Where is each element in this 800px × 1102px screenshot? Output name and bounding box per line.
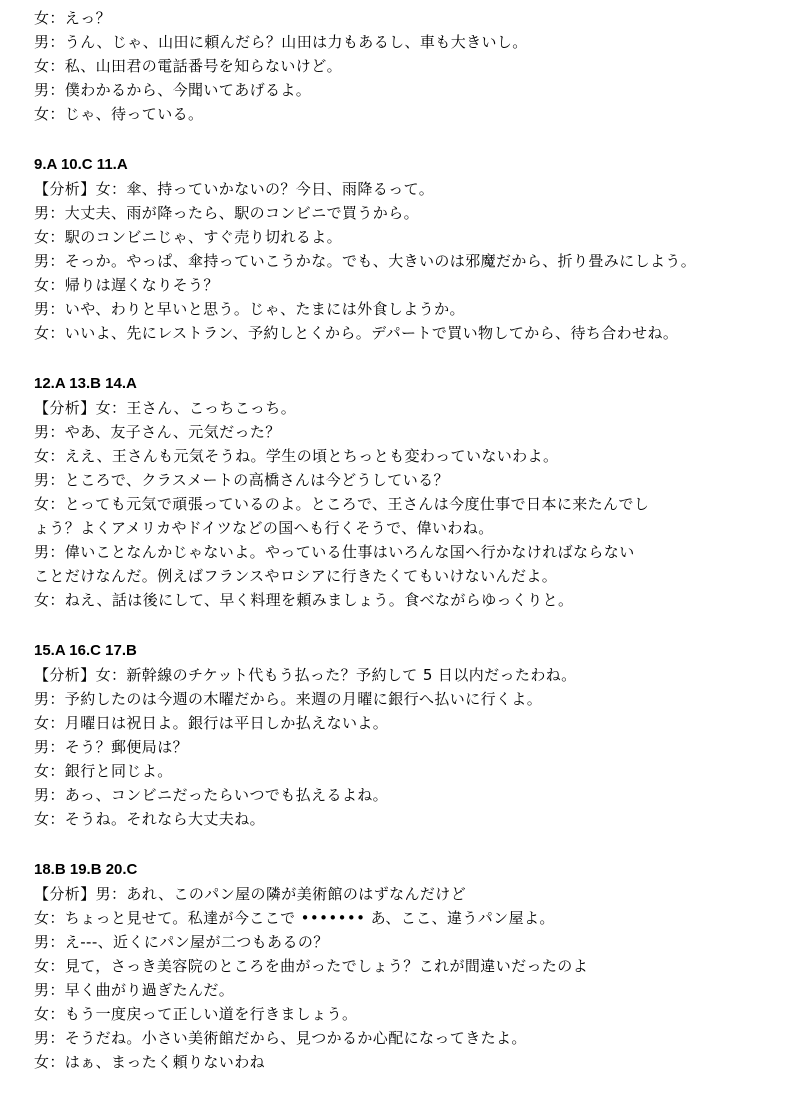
dialogue-line: 男：え---、近くにパン屋が二つもあるの？ (34, 933, 329, 951)
dialogue-section (34, 153, 794, 345)
dialogue-line: 男：大丈夫、雨が降ったら、駅のコンビニで買うから。 (34, 204, 420, 222)
dialogue-section (34, 6, 794, 126)
dialogue-line: 女：じゃ、待っている。 (34, 105, 204, 123)
dialogue-line: 男：あっ、コンビニだったらいつでも払えるよね。 (34, 786, 389, 804)
section-gap (34, 612, 794, 639)
section-gap (34, 831, 794, 858)
dialogue-line: 女：帰りは遅くなりそう？ (34, 276, 219, 294)
answer-key: 15.A 16.C 17.B (34, 642, 137, 659)
dialogue-line: 女：駅のコンビニじゃ、すぐ売り切れるよ。 (34, 228, 343, 246)
dialogue-line: 男：いや、わりと早いと思う。じゃ、たまには外食しようか。 (34, 300, 465, 318)
dialogue-line: 男：ところで、クラスメートの高橋さんは今どうしている？ (34, 471, 449, 489)
dialogue-line: 女：とっても元気で頑張っているのよ。ところで、王さんは今度仕事で日本に来たんでし (34, 495, 650, 513)
dialogue-line: 女：ちょっと見せて。私達が今ここで ••••••• あ、ここ、違うパン屋よ。 (34, 909, 555, 927)
dialogue-line: ょう？よくアメリカやドイツなどの国へも行くそうで、偉いわね。 (34, 519, 494, 537)
dialogue-line: 【分析】男：あれ、このパン屋の隣が美術館のはずなんだけど (34, 885, 467, 903)
dialogue-line: 男：早く曲がり過ぎたんだ。 (34, 981, 235, 999)
answer-key: 12.A 13.B 14.A (34, 375, 137, 392)
dialogue-line: 男：うん、じゃ、山田に頼んだら？山田は力もあるし、車も大きいし。 (34, 33, 528, 51)
dialogue-line: 女：月曜日は祝日よ。銀行は平日しか払えないよ。 (34, 714, 389, 732)
section-gap (34, 126, 794, 153)
dialogue-section (34, 639, 794, 831)
dialogue-line: 女：私、山田君の電話番号を知らないけど。 (34, 57, 343, 75)
section-gap (34, 345, 794, 372)
dialogue-line: 【分析】女：傘、持っていかないの？今日、雨降るって。 (34, 180, 435, 198)
dialogue-line: 【分析】女：王さん、こっちこっち。 (34, 399, 297, 417)
answer-key: 9.A 10.C 11.A (34, 156, 128, 173)
dialogue-line: 男：そうだね。小さい美術館だから、見つかるか心配になってきたよ。 (34, 1029, 527, 1047)
dialogue-line: 女：銀行と同じよ。 (34, 762, 173, 780)
dialogue-line: 男：そっか。やっぱ、傘持っていこうかな。でも、大きいのは邪魔だから、折り畳みにしよう。 (34, 252, 697, 270)
dialogue-line: 女：えっ？ (34, 9, 112, 27)
dialogue-line: 女：そうね。それなら大丈夫ね。 (34, 810, 266, 828)
document-page (34, 6, 794, 1074)
dialogue-section (34, 372, 794, 612)
answer-key: 18.B 19.B 20.C (34, 861, 138, 878)
dialogue-line: 女：見て，さっき美容院のところを曲がったでしょう？これが間違いだったのよ (34, 957, 589, 975)
dialogue-line: 男：予約したのは今週の木曜だから。来週の月曜に銀行へ払いに行くよ。 (34, 690, 543, 708)
dialogue-line: 女：ええ、王さんも元気そうね。学生の頃とちっとも変わっていないわよ。 (34, 447, 559, 465)
dialogue-line: 男：偉いことなんかじゃないよ。やっている仕事はいろんな国へ行かなければならない (34, 543, 635, 561)
dialogue-line: 男：そう？郵便局は？ (34, 738, 189, 756)
dialogue-line: 【分析】女：新幹線のチケット代もう払った？予約して 5 日以内だったわね。 (34, 666, 577, 684)
dialogue-line: 女：はぁ、まったく頼りないわね (34, 1053, 266, 1071)
dialogue-section (34, 858, 794, 1074)
dialogue-line: 男：僕わかるから、今聞いてあげるよ。 (34, 81, 312, 99)
dialogue-line: 女：ねえ、話は後にして、早く料理を頼みましょう。食べながらゆっくりと。 (34, 591, 574, 609)
dialogue-line: 男：やあ、友子さん、元気だった？ (34, 423, 281, 441)
dialogue-line: ことだけなんだ。例えばフランスやロシアに行きたくてもいけないんだよ。 (34, 567, 558, 585)
dialogue-line: 女：いいよ、先にレストラン、予約しとくから。デパートで買い物してから、待ち合わせね。 (34, 324, 679, 342)
dialogue-line: 女：もう一度戻って正しい道を行きましょう。 (34, 1005, 358, 1023)
